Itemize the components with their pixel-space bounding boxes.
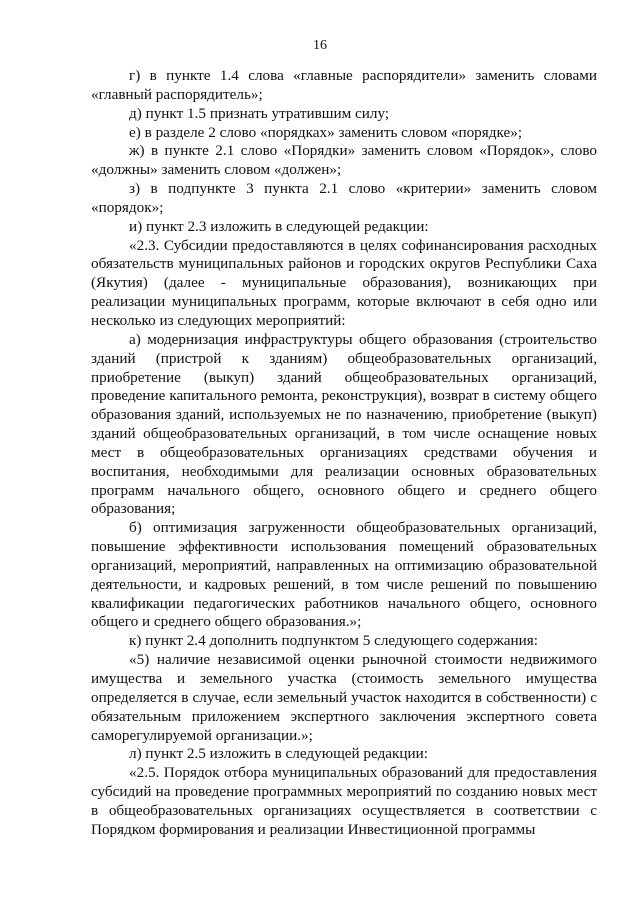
paragraph-clause-2-3: «2.3. Субсидии предоставляются в целях софинансирования расходных обязательств муниципальных районов и городских округов Республики Саха (Якутия) (далее - муниципальные образования), возникающих при реализации муниципальных программ, которые включают в себя одно или несколько из следующих мероприятий:	[91, 236, 597, 329]
paragraph-item-i: и) пункт 2.3 изложить в следующей редакции:	[129, 217, 429, 235]
paragraph-item-k: к) пункт 2.4 дополнить подпунктом 5 следующего содержания:	[129, 632, 538, 650]
paragraph-subclause-a: а) модернизация инфраструктуры общего образования (строительство зданий (пристрой к зданиям) общеобразовательных организаций, приобретение (выкуп) зданий общеобразовательных организаций, проведение капитального ремонта, реконструкция), возврат в систему общего образования зданий, используемых не по назначению, приобретение (выкуп) зданий общеобразовательных организаций, в том числе оснащение новых мест в общеобразовательных организациях средствами обучения и воспитания, необходимыми для реализации основных образовательных программ начального общего, основного общего и среднего общего образования;	[91, 330, 597, 518]
paragraph-item-d: д) пункт 1.5 признать утратившим силу;	[129, 104, 390, 122]
paragraph-item-l: л) пункт 2.5 изложить в следующей редакции:	[129, 745, 429, 763]
paragraph-subclause-5: «5) наличие независимой оценки рыночной стоимости недвижимого имущества и земельного участка (стоимость земельного имущества определяется в случае, если земельный участок находится в собственности) с обязательным приложением экспертного заключения экспертного совета саморегулируемой организации.»;	[91, 651, 597, 744]
paragraph-item-e: е) в разделе 2 слово «порядках» заменить словом «порядке»;	[129, 123, 523, 141]
document-body	[91, 67, 597, 840]
paragraph-clause-2-5: «2.5. Порядок отбора муниципальных образований для предоставления субсидий на проведение программных мероприятий по созданию новых мест в общеобразовательных организациях осуществляется в соответствии с Порядком формирования и реализации Инвестиционной программы	[91, 764, 597, 838]
paragraph-item-zh: ж) в пункте 2.1 слово «Порядки» заменить словом «Порядок», слово «должны» заменить словом «должен»;	[91, 142, 597, 179]
paragraph-item-g: г) в пункте 1.4 слова «главные распорядители» заменить словами «главный распорядитель»;	[91, 67, 597, 103]
paragraph-subclause-b: б) оптимизация загруженности общеобразовательных организаций, повышение эффективности использования помещений образовательных организаций, мероприятий, направленных на оптимизацию образовательной деятельности, и кадровых решений, в том числе решений по повышению квалификации педагогических работников начального общего, основного общего и среднего общего образования.»;	[91, 519, 597, 631]
paragraph-item-z: з) в подпункте 3 пункта 2.1 слово «критерии» заменить словом «порядок»;	[91, 180, 597, 216]
page-number: 16	[313, 38, 327, 53]
